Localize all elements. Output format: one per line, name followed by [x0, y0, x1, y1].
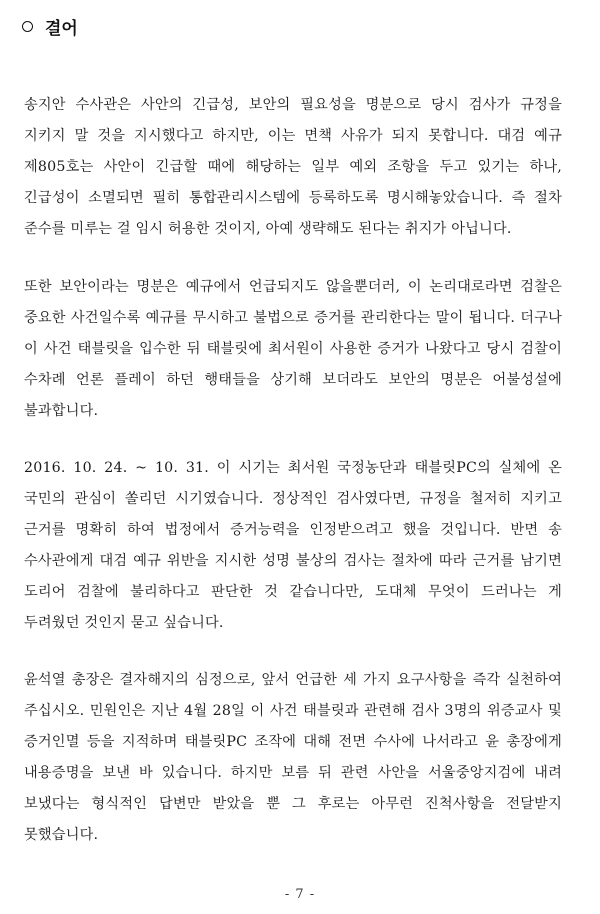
paragraph-3: 2016. 10. 24. ~ 10. 31. 이 시기는 최서원 국정농단과 태블릿PC의 실체에 온 국민의 관심이 쏠리던 시기였습니다. 정상적인 검사였다면, 규정을 철저히 지키고 근거를 명확히 하여 법정에서 증거능력을 인정받으려고 했을 것입니다. 반면 송 수사관에게 대검 예규 위반을 지시한 성명 불상의 검사는 절차에 따라 근거를 남기면 도리어 검찰에 불리하다고 판단한 것 같습니다만, 도대체 무엇이 드러나는 게 두려웠던 것인지 묻고 싶습니다. — [24, 460, 562, 632]
section-title: 결어 — [45, 19, 78, 39]
paragraph-2: 또한 보안이라는 명분은 예규에서 언급되지도 않을뿐더러, 이 논리대로라면 검찰은 중요한 사건일수록 예규를 무시하고 불법으로 증거를 관리한다는 말이 됩니다. 더구나 이 사건 태블릿을 입수한 뒤 태블릿에 최서원이 사용한 증거가 나왔다고 당시 검찰이 수차례 언론 플레이 하던 행태들을 상기해 보더라도 보안의 명분은 어불성설에 불과합니다. — [24, 279, 562, 420]
paragraph-4: 윤석열 총장은 결자해지의 심정으로, 앞서 언급한 세 가지 요구사항을 즉각 실천하여 주십시오. 민원인은 지난 4월 28일 이 사건 태블릿과 관련해 검사 3명의 위증교사 및 증거인멸 등을 지적하며 태블릿PC 조작에 대해 전면 수사에 나서라고 윤 총장에게 내용증명을 보낸 바 있습니다. 하지만 보름 뒤 관련 사안을 서울중앙지검에 내려 보냈다는 형식적인 답변만 받았을 뿐 그 후로는 아무런 진척사항을 전달받지 못했습니다. — [24, 672, 562, 844]
section-heading — [22, 14, 78, 39]
circle-bullet-icon — [22, 21, 33, 32]
paragraph-1: 송지안 수사관은 사안의 긴급성, 보안의 필요성을 명분으로 당시 검사가 규정을 지키지 말 것을 지시했다고 하지만, 이는 면책 사유가 되지 못합니다. 대검 예규 제805호는 사안이 긴급할 때에 해당하는 일부 예외 조항을 두고 있기는 하나, 긴급성이 소멸되면 필히 통합관리시스템에 등록하도록 명시해놓았습니다. 즉 절차 준수를 미루는 걸 임시 허용한 것이지, 아예 생략해도 된다는 취지가 아닙니다. — [24, 97, 562, 238]
page-number: - 7 - — [284, 887, 316, 902]
